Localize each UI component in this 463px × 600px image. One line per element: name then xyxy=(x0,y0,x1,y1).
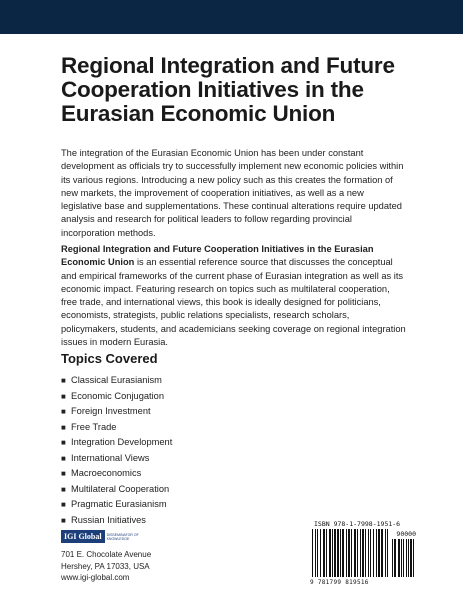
publisher-logo-tagline: DISSEMINATOR OF KNOWLEDGE xyxy=(106,532,139,541)
topic-item: ■ Free Trade xyxy=(61,420,172,436)
topic-item: ■ Foreign Investment xyxy=(61,404,172,420)
description-paragraph-1: The integration of the Eurasian Economic Union has been under constant development as officials try to successfully implement new economic policies within its various regions. Introducing a new policy such as this creates the formation of new markets, the improvement of cooperation initiatives, as well as a new legislative base and supplementations. These continual alterations require updated analysis and research for political leaders to follow regarding provincial incorporation methods. xyxy=(61,148,404,238)
topics-list xyxy=(61,373,172,528)
bullet-icon: ■ xyxy=(61,484,66,494)
publisher-logo xyxy=(61,529,149,544)
address-line-2: Hershey, PA 17033, USA xyxy=(61,561,150,571)
bullet-icon: ■ xyxy=(61,515,66,525)
book-title: Regional Integration and Future Cooperation Initiatives in the Eurasian Economic Union xyxy=(61,53,395,126)
paragraph-2-text: is an essential reference source that discusses the conceptual and empirical frameworks of the current phase of Eurasian integration as well as its economic impact. Featuring research on topics such as multilateral cooperation, free trade, and international views, this book is ideally designed for politicians, economists, strategists, public relations specialists, research scholars, policymakers, students, and academicians seeking coverage on regional integration issues in modern Eurasia. xyxy=(61,257,406,348)
topic-item: ■ International Views xyxy=(61,451,172,467)
paragraph-2-bold-title: Regional Integration and Future Cooperation Initiatives in the Eurasian Economic Union xyxy=(61,244,374,268)
topic-item: ■ Economic Conjugation xyxy=(61,389,172,405)
topic-item: ■ Russian Initiatives xyxy=(61,513,172,529)
description-paragraph-2 xyxy=(61,243,406,349)
price-code: 90000 xyxy=(396,530,416,538)
topic-item: ■ Pragmatic Eurasianism xyxy=(61,497,172,513)
bullet-icon: ■ xyxy=(61,376,66,385)
bullet-icon: ■ xyxy=(61,407,66,416)
bullet-icon: ■ xyxy=(61,453,66,463)
publisher-website: www.igi-global.com xyxy=(61,573,130,582)
top-color-bar xyxy=(0,0,463,34)
address-line-1: 701 E. Chocolate Avenue xyxy=(61,550,152,559)
publisher-address xyxy=(61,549,151,584)
topics-heading: Topics Covered xyxy=(61,351,158,366)
bullet-icon: ■ xyxy=(61,500,66,509)
barcode-number: 9 781799 819516 xyxy=(310,579,369,586)
topic-item: ■ Classical Eurasianism xyxy=(61,373,172,389)
isbn-label: ISBN 978-1-7998-1951-6 xyxy=(314,520,401,528)
bullet-icon: ■ xyxy=(61,422,66,432)
topic-item: ■ Macroeconomics xyxy=(61,466,172,482)
topic-item: ■ Integration Development xyxy=(61,435,172,451)
isbn-barcode xyxy=(306,520,418,588)
bullet-icon: ■ xyxy=(61,469,66,478)
bullet-icon: ■ xyxy=(61,438,66,447)
publisher-logo-text: IGI Global xyxy=(61,530,105,543)
bullet-icon: ■ xyxy=(61,391,66,401)
topic-item: ■ Multilateral Cooperation xyxy=(61,482,172,498)
